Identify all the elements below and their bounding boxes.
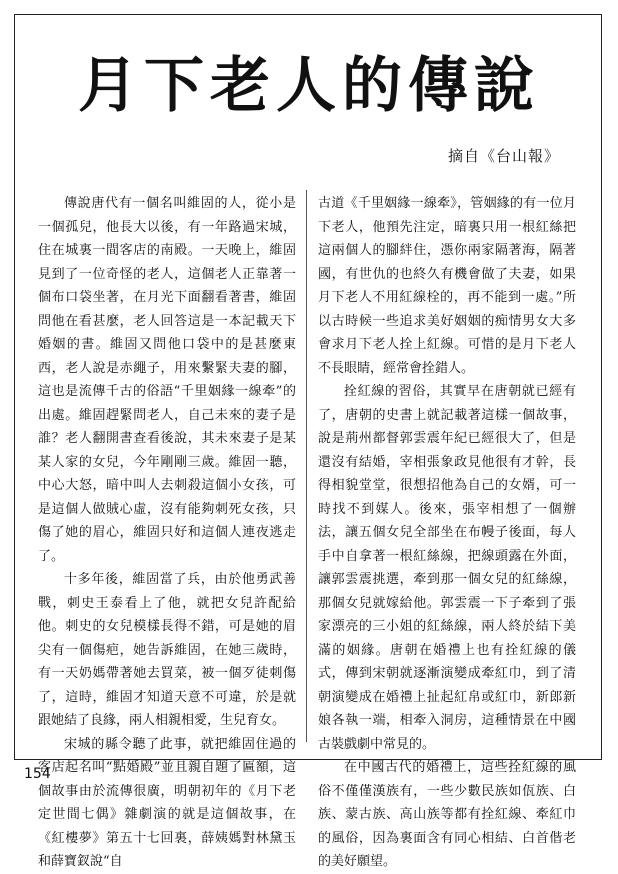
paragraph: 拴紅線的習俗，其實早在唐朝就已經有了，唐朝的史書上就記載著這樣一個故事，說是荊州都督郭雲震年紀已經很大了，但是還沒有結婚，宰相張象政見他很有才幹，長得相貌堂堂，很想招他為自己的女婿，可一時找不到媒人。後來，張宰相想了一個辦法，讓五個女兒全部坐在布幔子後面，每人手中自拿著一根紅絲線，把線頭露在外面，讓郭雲震挑選，牽到那一個女兒的紅絲線，那個女兒就嫁給他。郭雲震一下子牽到了張家漂亮的三小姐的紅絲線，兩人終於結下美滿的姻緣。唐朝在婚禮上也有拴紅線的儀式，傳到宋朝就逐漸演變成牽紅巾，到了清朝演變成在婚禮上扯起紅帛或紅巾，新郎新娘各執一端，相牽入洞房，這種情景在中國古裝戲劇中常見的。 xyxy=(318,384,576,752)
column-divider xyxy=(306,190,307,742)
page-number: 154 xyxy=(24,766,51,782)
paragraph: 古道《千里姻緣一線牽》，管姻緣的有一位月下老人，他預先注定，暗裏只用一根紅絲把這兩個人的腳絆住，憑你兩家隔著海，隔著國，有世仇的也終久有機會做了夫妻，如果月下老人不用紅線栓的，再不能到一處。”所以古時候一些追求美好姻姻的痴情男女大多會求月下老人拴上紅線。可惜的是月下老人不長眼睛，經常會拴錯人。 xyxy=(318,196,576,376)
paragraph: 宋城的縣令聽了此事，就把維固住過的客店起名叫“點婚殿”並且親自題了匾額，這個故事由於流傳很廣，明朝初年的《月下老定世間七偶》雜劇演的就是這個故事，在《紅樓夢》第五十七回裏，薛姨媽對林黛玉和薛寶釵說“自 xyxy=(38,736,296,869)
source-line: 摘自《台山報》 xyxy=(447,147,560,165)
paragraph: 傳說唐代有一個名叫維固的人，從小是一個孤兒，他長大以後，有一年路過宋城，住在城裏一間客店的南殿。一天晚上，維固見到了一位奇怪的老人，這個老人正靠著一個布口袋坐著，在月光下面翻看著書，維固問他在看甚麼，老人回答這是一本記載天下婚姻的書。維固又問他口袋中的是甚麼東西，老人說是赤繩子，用來繫緊夫妻的腳，這也是流傳千古的俗語“千里姻緣一線牽”的出處。維固趕緊問老人，自己未來的妻子是誰？老人翻開書查看後說，其未來妻子是某某人家的女兒，今年剛剛三歲。維固一聽，中心大怒，暗中叫人去刺殺這個小女孩，可是這個人做賊心虛，沒有能夠刺死女孩，只傷了她的眉心，維固只好和這個人連夜逃走了。 xyxy=(38,196,296,564)
paragraph: 在中國古代的婚禮上，這些拴紅線的風俗不僅僅漢族有，一些少數民族如佤族、白族、蒙古族、高山族等都有拴紅線、牽紅巾的風俗，因為裏面含有同心相結、白首偕老的美好願望。 xyxy=(318,760,576,869)
text-column-left xyxy=(38,192,296,869)
page-title: 月下老人的傳說 xyxy=(78,51,540,121)
paragraph: 十多年後，維固當了兵，由於他勇武善戰，刺史王泰看上了他，就把女兒許配給他。刺史的女兒模樣長得不錯，可是她的眉尖有一個傷疤，她告訴維固，在她三歲時，有一天奶媽帶著她去買菜，被一個歹徒刺傷了，這時，維固才知道天意不可違，於是就跟她結了良緣，兩人相親相愛，生兒育女。 xyxy=(38,572,296,728)
text-column-right xyxy=(318,192,576,869)
